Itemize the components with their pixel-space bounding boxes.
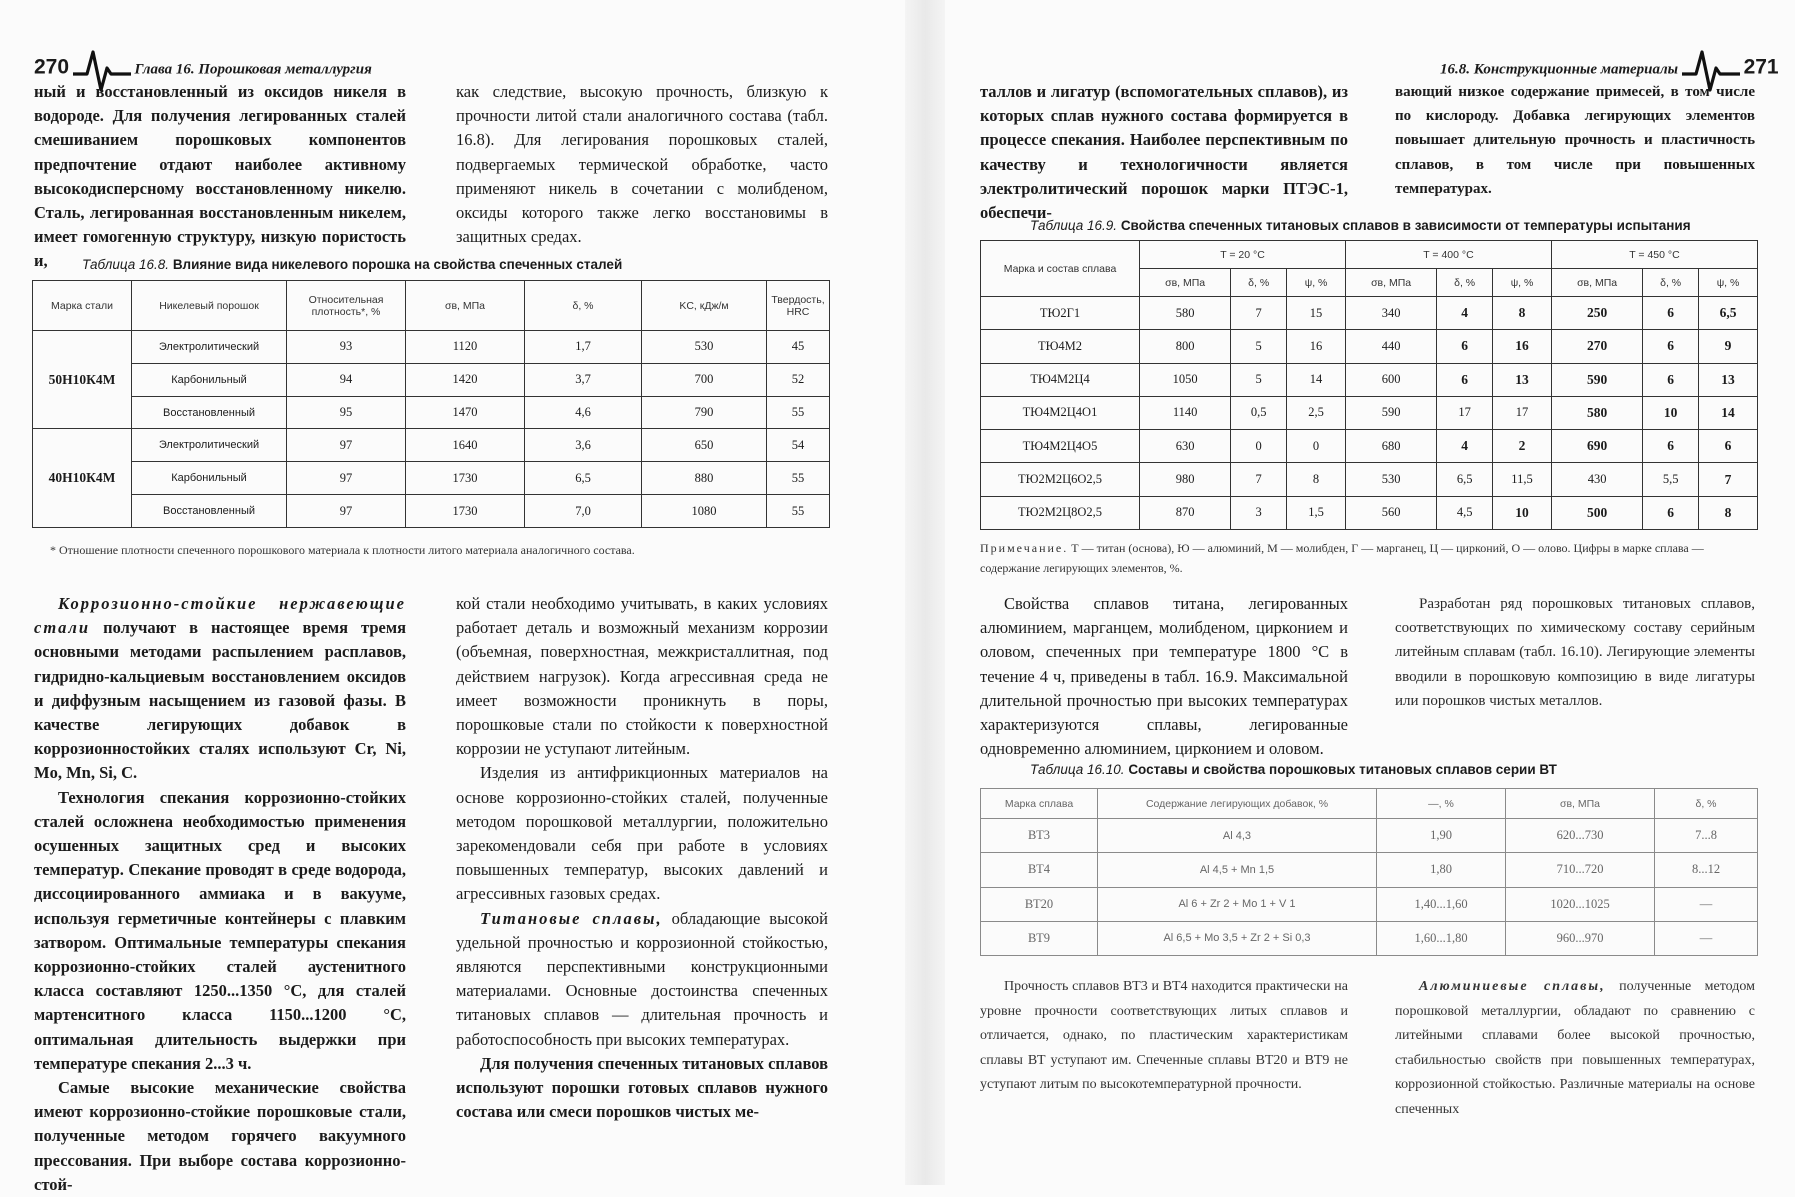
table-row: Карбонильный 94 1420 3,7 700 52	[33, 363, 830, 396]
table-row: 50Н10К4М Электролитический 93 1120 1,7 530 45	[33, 331, 830, 364]
table-row: ТЮ2М2Ц8О2,5 870 3 1,5 560 4,5 10 500 6 8	[981, 496, 1758, 529]
left-page-number: 270	[34, 55, 70, 79]
right-col1-mid	[980, 592, 1348, 761]
left-page	[0, 0, 880, 1194]
right-running-title: 16.8. Конструкционные материалы	[1440, 61, 1679, 78]
table-row: ТЮ4М2Ц4О5 630 0 0 680 4 2 690 6 6	[981, 430, 1758, 463]
table-subheader-row: σв, МПа δ, % ψ, % σв, МПа δ, % ψ, % σв, МПа δ, % ψ, %	[981, 269, 1758, 297]
lead-term: Титановые сплавы,	[480, 908, 663, 928]
table9-caption: Таблица 16.9. Свойства спеченных титановых сплавов в зависимости от температуры испытания	[1030, 218, 1691, 233]
book-gutter	[905, 0, 945, 1185]
lead-term: Алюминиевые сплавы,	[1419, 979, 1606, 994]
paragraph: таллов и лигатур (вспомогательных сплавов), из которых сплав нужного состава формируется в процессе спекания. Наиболее перспективным по качеству и технологичности является электролитический порошок марки ПТЭС-1, обеспечи-	[980, 82, 1348, 223]
table-row: ВТ3 Al 4,3 1,90 620...730 7...8	[981, 819, 1758, 853]
right-col1-bottom	[980, 975, 1348, 1098]
paragraph: Прочность сплавов ВТ3 и ВТ4 находится практически на уровне прочности соответствующих литых сплавов и отличается, однако, по пластическим характеристикам сплавы ВТ уступают им. Спеченные сплавы ВТ20 и ВТ9 не уступают литым по высокотемпературной прочности.	[980, 979, 1348, 1092]
table-row: ВТ4 Al 4,5 + Mn 1,5 1,80 710...720 8...12	[981, 853, 1758, 887]
paragraph: Для получения спеченных титановых сплавов используют порошки готовых сплавов нужного состава или смеси порошков чистых ме-	[456, 1053, 828, 1122]
table-row: ВТ9 Al 6,5 + Mo 3,5 + Zr 2 + Si 0,3 1,60...1,80 960...970 —	[981, 921, 1758, 955]
lead-term: Коррозионно-стойкие нержавеющие стали	[34, 594, 406, 638]
paragraph: как следствие, высокую прочность, близкую к прочности литой стали аналогичного состава (табл. 16.8). Для легирования порошковых сталей, подвергаемых термической обработке, часто применяют никель в сочетании с молибденом, оксиды которого также легко восстановимы в защитных средах.	[456, 82, 828, 247]
right-page	[960, 0, 1795, 1185]
right-col2-top	[1395, 80, 1755, 201]
left-col2-bottom: кой стали необходимо учитывать, в каких условиях работает деталь и возможный механизм коррозии (объемная, поверхностная, межкристаллитная, под действием нагрузок). Когда агрессивная среда не имеет возможности проникнуть в поры, порошковые стали по стойкости к поверхностной коррозии не уступают литейным. Изделия из антифрикционных материалов на основе коррозионно-стойких сталей, полученные методом порошковой металлургии, положительно зарекомендовали себя при работе в условиях повышенных температур, высоких давлений и агрессивных газовых средах. Титановые сплавы, обладающие высокой удельной прочностью и коррозионной стойкостью, являются перспективными конструкционными материалами. Основные достоинства спеченных титановых сплавов — длительная прочность и работоспособность при высоких температурах. Для получения спеченных титановых сплавов используют порошки готовых сплавов нужного состава или смеси порошков чистых ме-	[456, 592, 828, 1124]
right-col2-bottom: Алюминиевые сплавы, полученные методом порошковой металлургии, обладают по сравнению с литейными сплавами более высокой прочностью, стабильностью свойств при повышенных температурах, коррозионной стойкостью. Различные материалы на основе спеченных	[1395, 979, 1755, 1117]
table-row: Восстановленный 97 1730 7,0 1080 55	[33, 495, 830, 528]
paragraph: Самые высокие механические свойства имеют коррозионно-стойкие порошковые стали, полученные методом горячего вакуумного прессования. При выборе состава коррозионно-стой-	[34, 1078, 406, 1194]
left-col1-top	[34, 80, 406, 274]
grade-cell: 50Н10К4М	[33, 331, 132, 429]
table-row: ТЮ4М2Ц4 1050 5 14 600 6 13 590 6 13	[981, 363, 1758, 396]
table8	[32, 280, 830, 528]
table-row: ТЮ2М2Ц6О2,5 980 7 8 530 6,5 11,5 430 5,5 7	[981, 463, 1758, 496]
table8-footnote: * Отношение плотности спеченного порошкового материала к плотности литого материала аналогичного состава.	[50, 543, 635, 557]
right-col2-mid	[1395, 592, 1755, 713]
table-row: ТЮ4М2Ц4О1 1140 0,5 2,5 590 17 17 580 10 14	[981, 396, 1758, 429]
grade-cell: 40Н10К4М	[33, 429, 132, 528]
paragraph: Свойства сплавов титана, легированных алюминием, марганцем, молибденом, цирконием и оловом, спеченных при температуре 1800 °С в течение 4 ч, приведены в табл. 16.9. Максимальной длительной прочностью при высоких температурах характеризуются сплавы, легированные одновременно алюминием, цирконием и оловом.	[980, 594, 1348, 759]
table-row: ВТ20 Al 6 + Zr 2 + Mo 1 + V 1 1,40...1,60 1020...1025 —	[981, 887, 1758, 921]
left-running-title: Глава 16. Порошковая металлургия	[134, 61, 372, 78]
paragraph: Разработан ряд порошковых титановых сплавов, соответствующих по химическому составу серийным литейным сплавам (табл. 16.10). Легирующие элементы вводили в порошковую композицию в виде лигатуры или порошков чистых металлов.	[1395, 596, 1755, 709]
table-row: Карбонильный 97 1730 6,5 880 55	[33, 462, 830, 495]
paragraph: вающий низкое содержание примесей, в том числе по кислороду. Добавка легирующих элементов повышает длительную прочность и пластичность сплавов, в том числе при повышенных температурах.	[1395, 84, 1755, 197]
table-header-row: Марка и состав сплава T = 20 °С T = 400 °С T = 450 °С	[981, 241, 1758, 269]
paragraph: Технология спекания коррозионно-стойких сталей осложнена необходимостью применения осушенных защитных сред и высоких температур. Спекание проводят в среде водорода, диссоциированного аммиака и в вакууме, используя герметичные контейнеры с плавким затвором. Оптимальные температуры спекания коррозионно-стойких сталей аустенитного класса составляют 1250...1350 °С, для сталей мартенситного класса 1150...1200 °С, оптимальная длительность выдержки при температуре спекания 2...3 ч.	[34, 787, 406, 1073]
left-col2-top	[456, 80, 828, 249]
table-row: ТЮ4М2 800 5 16 440 6 16 270 6 9	[981, 330, 1758, 363]
paragraph: кой стали необходимо учитывать, в каких условиях работает деталь и возможный механизм коррозии (объемная, поверхностная, межкристаллитная, под действием нагрузок). Когда агрессивная среда не имеет возможности проникнуть в поры, порошковые стали по стойкости к поверхностной коррозии не уступают литейным.	[456, 594, 828, 759]
table8-caption: Таблица 16.8. Влияние вида никелевого порошка на свойства спеченных сталей	[82, 257, 623, 272]
right-col1-top	[980, 80, 1348, 225]
table-row: ТЮ2Г1 580 7 15 340 4 8 250 6 6,5	[981, 297, 1758, 330]
paragraph: Изделия из антифрикционных материалов на основе коррозионно-стойких сталей, полученные методом порошковой металлургии, положительно зарекомендовали себя при работе в условиях повышенных температур, высоких давлений и агрессивных газовых средах.	[456, 763, 828, 904]
table-header-row: Марка стали Никелевый порошок Относительная плотность*, % σв, МПа δ, % KC, кДж/м Твердость, HRC	[33, 281, 830, 331]
left-col1-bottom: Коррозионно-стойкие нержавеющие стали получают в настоящее время тремя основными методами распылением расплавов, гидридно-кальциевым восстановлением оксидов и диффузным насыщением из газовой фазы. В качестве легирующих добавок в коррозионностойких сталях используют Cr, Ni, Mo, Mn, Si, C. Технология спекания коррозионно-стойких сталей осложнена необходимостью применения осушенных защитных сред и высоких температур. Спекание проводят в среде водорода, диссоциированного аммиака и в вакууме, используя герметичные контейнеры с плавким затвором. Оптимальные температуры спекания коррозионно-стойких сталей аустенитного класса составляют 1250...1350 °С, для сталей мартенситного класса 1150...1200 °С, оптимальная длительность выдержки при температуре спекания 2...3 ч. Самые высокие механические свойства имеют коррозионно-стойкие порошковые стали, полученные методом горячего вакуумного прессования. При выборе состава коррозионно-стой-	[34, 592, 406, 1197]
table-row: Восстановленный 95 1470 4,6 790 55	[33, 396, 830, 429]
paragraph: ный и восстановленный из оксидов никеля в водороде. Для получения легированных сталей смешиванием порошковых компонентов предпочтение отдают наиболее активному высокодисперсному восстановленному никелю. Сталь, легированная восстановленным никелем, имеет гомогенную структуру, низкую пористость и,	[34, 82, 406, 271]
right-page-number: 271	[1743, 55, 1779, 79]
table9-note: Примечание. Т — титан (основа), Ю — алюминий, М — молибден, Г — марганец, Ц — цирконий, О — олово. Цифры в марке сплава — содержание легирующих элементов, %.	[980, 541, 1704, 575]
table-header-row: Марка сплава Содержание легирующих добавок, % —, % σв, МПа δ, %	[981, 789, 1758, 819]
table10	[980, 788, 1758, 956]
table10-caption: Таблица 16.10. Составы и свойства порошковых титановых сплавов серии ВТ	[1030, 762, 1557, 777]
table-row: 40Н10К4М Электролитический 97 1640 3,6 650 54	[33, 429, 830, 462]
table9	[980, 240, 1758, 530]
